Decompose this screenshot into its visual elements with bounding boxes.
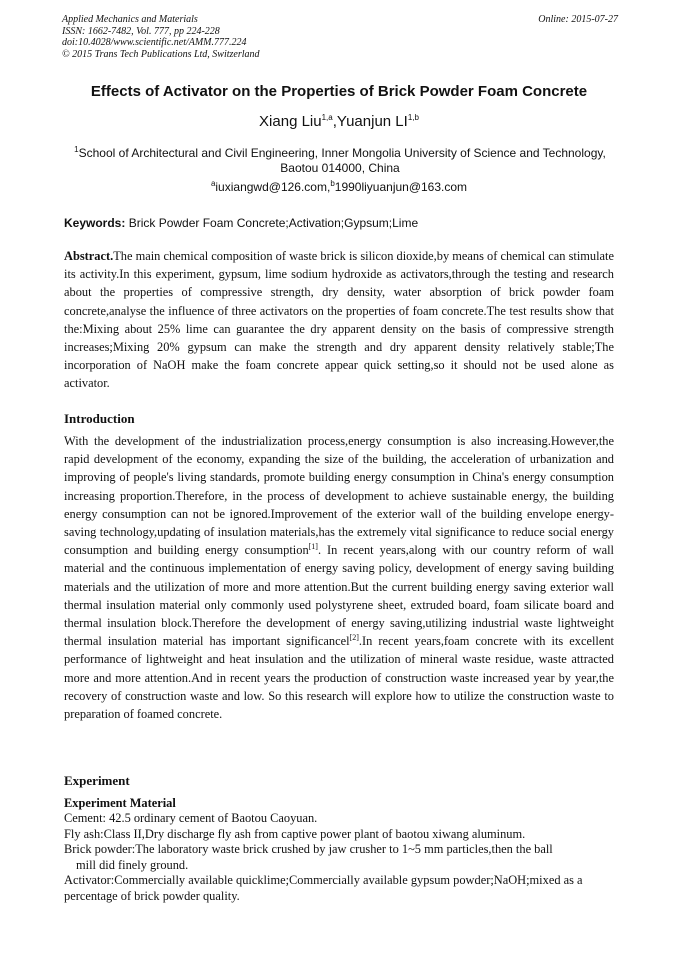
material-brick-line-1: Brick powder:The laboratory waste brick crushed by jaw crusher to 1~5 mm particles,then the ball bbox=[64, 842, 553, 856]
intro-part-3: .In recent years,foam concrete with its excellent performance of lightweight and heat insulation and the utilization of mineral waste residue, waste attracted more and more attention.And in recent years the production of construction waste increased year by year,the recovery of construction waste and low. So this research will explore how to utilize the construction waste to preparation of foamed concrete. bbox=[64, 634, 614, 722]
citation-2: [2] bbox=[349, 633, 359, 643]
affiliation bbox=[60, 146, 620, 176]
experiment-material-heading: Experiment Material bbox=[64, 796, 176, 810]
material-activator: Activator:Commercially available quicklime;Commercially available gypsum powder;NaOH;mixed as a percentage of brick powder quality. bbox=[64, 873, 583, 903]
author-line bbox=[40, 113, 638, 130]
author-2-name: Yuanjun LI bbox=[336, 113, 408, 130]
journal-copyright: © 2015 Trans Tech Publications Ltd, Switzerland bbox=[62, 48, 260, 60]
online-date: Online: 2015-07-27 bbox=[538, 14, 618, 25]
material-flyash: Fly ash:Class II,Dry discharge fly ash from captive power plant of baotou xiwang aluminum. bbox=[64, 826, 526, 841]
abstract-label: Abstract. bbox=[64, 249, 114, 263]
author-emails bbox=[40, 180, 638, 194]
intro-part-1: With the development of the industrialization process,energy consumption is also increasing.However,the rapid development of the economy, expanding the size of the building, the acceleration of urbanization and improving of people's living standards, promote building energy consumption in China's energy consumption increasing proportion.Therefore, in the process of development to achieve sustainable energy, the building energy consumption can not be ignored.Improvement of the exterior wall of the building envelope energy-saving technology,updating of insulation materials,has the extremely vital significance to reduce social energy consumption and building energy consumption bbox=[64, 434, 614, 558]
material-list bbox=[64, 811, 614, 904]
keywords-text: Brick Powder Foam Concrete;Activation;Gypsum;Lime bbox=[125, 216, 419, 230]
experiment-heading: Experiment bbox=[64, 773, 130, 788]
citation-1: [1] bbox=[308, 542, 318, 552]
email-a: iuxiangwd@126.com, bbox=[215, 180, 331, 194]
abstract bbox=[64, 247, 614, 393]
paper-title: Effects of Activator on the Properties of Brick Powder Foam Concrete bbox=[90, 83, 588, 100]
abstract-text: The main chemical composition of waste brick is silicon dioxide,by means of chemical can stimulate its activity.In this experiment, gypsum, lime sodium hydroxide as activators,through the testing and research about the properties of compressive strength, dry density, water absorption of brick powder foam concrete,analyse the influence of three activators on the properties of foam concrete.The test results show that the:Mixing about 25% lime can guarantee the dry apparent density on the basis of compressive strength increases;Mixing 20% gypsum can make the strength and dry apparent density relatively stable;The incorporation of NaOH make the foam concrete appear quick setting,so it should not be used alone as activator. bbox=[64, 249, 614, 391]
intro-part-2: . In recent years,along with our country reform of wall material and the continuous implementation of energy saving policy, development of energy saving building materials and the utilization of more and more attention.But the current building energy saving exterior wall thermal insulation material only commonly used polystyrene sheet, extruded board, foam silicate board and thermal insulation block.Therefore the development of energy saving,utilizing industrial waste lightweight thermal insulation material has important significancel bbox=[64, 543, 614, 649]
affiliation-line-1: School of Architectural and Civil Engineering, Inner Mongolia University of Science and Technology, bbox=[78, 146, 606, 160]
author-2-sup: 1,b bbox=[407, 113, 419, 122]
affiliation-line-2: Baotou 014000, China bbox=[280, 161, 400, 175]
affiliation-sup: 1 bbox=[74, 145, 79, 154]
material-brick-line-2: mill did finely ground. bbox=[76, 857, 189, 872]
author-1-name: Xiang Liu bbox=[259, 113, 322, 130]
author-1-sup: 1,a bbox=[321, 113, 333, 122]
keywords-label: Keywords: bbox=[64, 216, 126, 230]
journal-issn: ISSN: 1662-7482, Vol. 777, pp 224-228 bbox=[62, 25, 220, 37]
keywords bbox=[64, 216, 418, 230]
email-b: 1990liyuanjun@163.com bbox=[334, 180, 468, 194]
journal-doi: doi:10.4028/www.scientific.net/AMM.777.224 bbox=[62, 37, 247, 48]
introduction-body bbox=[64, 432, 614, 723]
journal-header bbox=[62, 14, 618, 60]
material-cement: Cement: 42.5 ordinary cement of Baotou Caoyuan. bbox=[64, 811, 318, 825]
introduction-heading: Introduction bbox=[64, 411, 135, 426]
author-separator: , bbox=[332, 113, 337, 130]
journal-name: Applied Mechanics and Materials bbox=[62, 14, 198, 25]
email-b-sup: b bbox=[330, 179, 335, 188]
email-a-sup: a bbox=[210, 179, 216, 188]
